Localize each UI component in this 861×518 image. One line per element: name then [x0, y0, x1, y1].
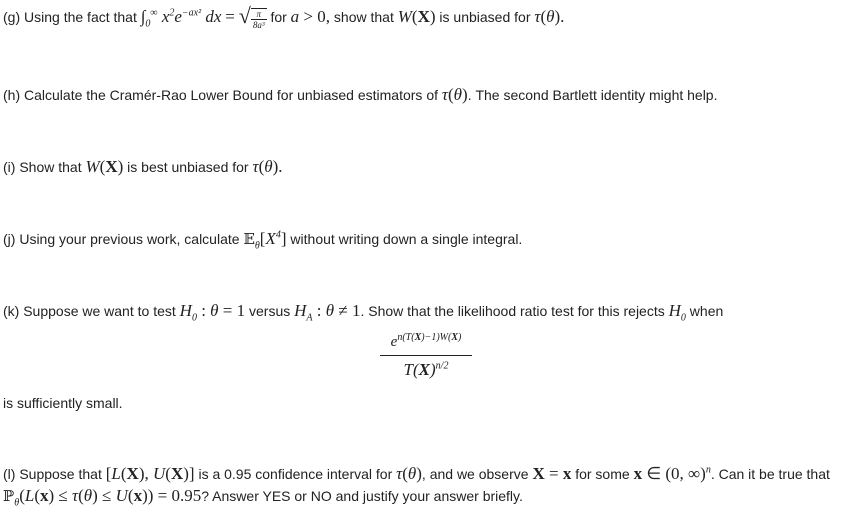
question-k-text-4: when [689, 303, 724, 319]
question-k [3, 301, 724, 324]
coverage-probability: ℙ$_\theta$(L(x) ≤ τ(θ) ≤ U(x)) = 0.95 [3, 486, 202, 509]
question-l-text-6: ? Answer YES or NO and justify your answer briefly. [201, 488, 523, 504]
question-g-text-3: show that [333, 8, 394, 25]
expectation-x4: $𝔼_\theta[X^4]$ [243, 229, 287, 252]
question-l-label: (l) [3, 466, 16, 482]
confidence-interval: [L(X), U(X)] [105, 464, 195, 483]
question-h [3, 85, 718, 105]
likelihood-ratio-fraction [380, 334, 472, 380]
question-g-text-1: Using the fact that [24, 8, 137, 25]
statistic-w: W(X) [85, 157, 124, 176]
tau-theta: τ(θ). [534, 6, 565, 26]
question-k-continuation [3, 393, 123, 413]
integral-expression: $\int_0^\infty$ $x^2e^{-ax^2}$ dx [140, 6, 222, 30]
question-l [3, 464, 830, 484]
question-g-text-4: is unbiased for [439, 8, 531, 25]
question-l-text-3: , and we observe [421, 466, 529, 482]
statistic-w: W(X) [397, 6, 436, 26]
question-i-text-2: is best unbiased for [127, 159, 249, 175]
question-g-text-2: for [270, 8, 287, 25]
question-k-text-2: versus [249, 303, 291, 319]
question-k-text-5: is sufficiently small. [3, 395, 123, 411]
null-hypothesis: $H_0$ : θ = 1 [179, 301, 246, 324]
fraction-numerator: $e^{n(T(X)-1)W(X)}$ [380, 334, 472, 356]
question-j-text-1: Using your previous work, calculate [19, 231, 240, 247]
tau-theta: τ(θ) [441, 85, 468, 104]
question-j-label: (j) [3, 231, 16, 247]
observation: X = x [532, 464, 572, 483]
question-k-text-1: Suppose we want to test [23, 303, 176, 319]
question-j [3, 229, 523, 252]
tau-theta: τ(θ). [252, 157, 283, 176]
question-h-label: (h) [3, 87, 21, 103]
sample-space: x ∈ (0, ∞)$^n$ [633, 464, 711, 483]
fraction-denominator: $T(X)^{n/2}$ [403, 360, 449, 379]
alternative-hypothesis: $H_A$ : θ ≠ 1 [294, 301, 361, 324]
question-g-label: (g) [3, 8, 21, 25]
question-l-text-2: is a 0.95 confidence interval for [198, 466, 393, 482]
question-i [3, 157, 283, 177]
question-g [3, 3, 565, 31]
question-k-label: (k) [3, 303, 20, 319]
question-h-text-2: . The second Bartlett identity might help. [467, 87, 718, 103]
condition-a: a > 0, [290, 6, 331, 26]
question-l-continuation [3, 486, 523, 509]
equals-sign: = [225, 6, 235, 26]
question-j-text-2: without writing down a single integral. [290, 231, 523, 247]
question-k-text-3: . Show that the likelihood ratio test for this rejects [360, 303, 665, 319]
question-i-text-1: Show that [19, 159, 82, 175]
question-l-text-5: . Can it be true that [710, 466, 830, 482]
null-hypothesis-ref: $H_0$ [668, 301, 686, 324]
tau-theta: τ(θ) [396, 464, 422, 483]
sqrt-expression: √ $\frac{\pi}{\text{8a³}}$ [238, 3, 265, 31]
question-l-text-4: for some [575, 466, 630, 482]
question-h-text-1: Calculate the Cramér-Rao Lower Bound for unbiased estimators of [24, 87, 438, 103]
question-i-label: (i) [3, 159, 16, 175]
question-l-text-1: Suppose that [19, 466, 102, 482]
